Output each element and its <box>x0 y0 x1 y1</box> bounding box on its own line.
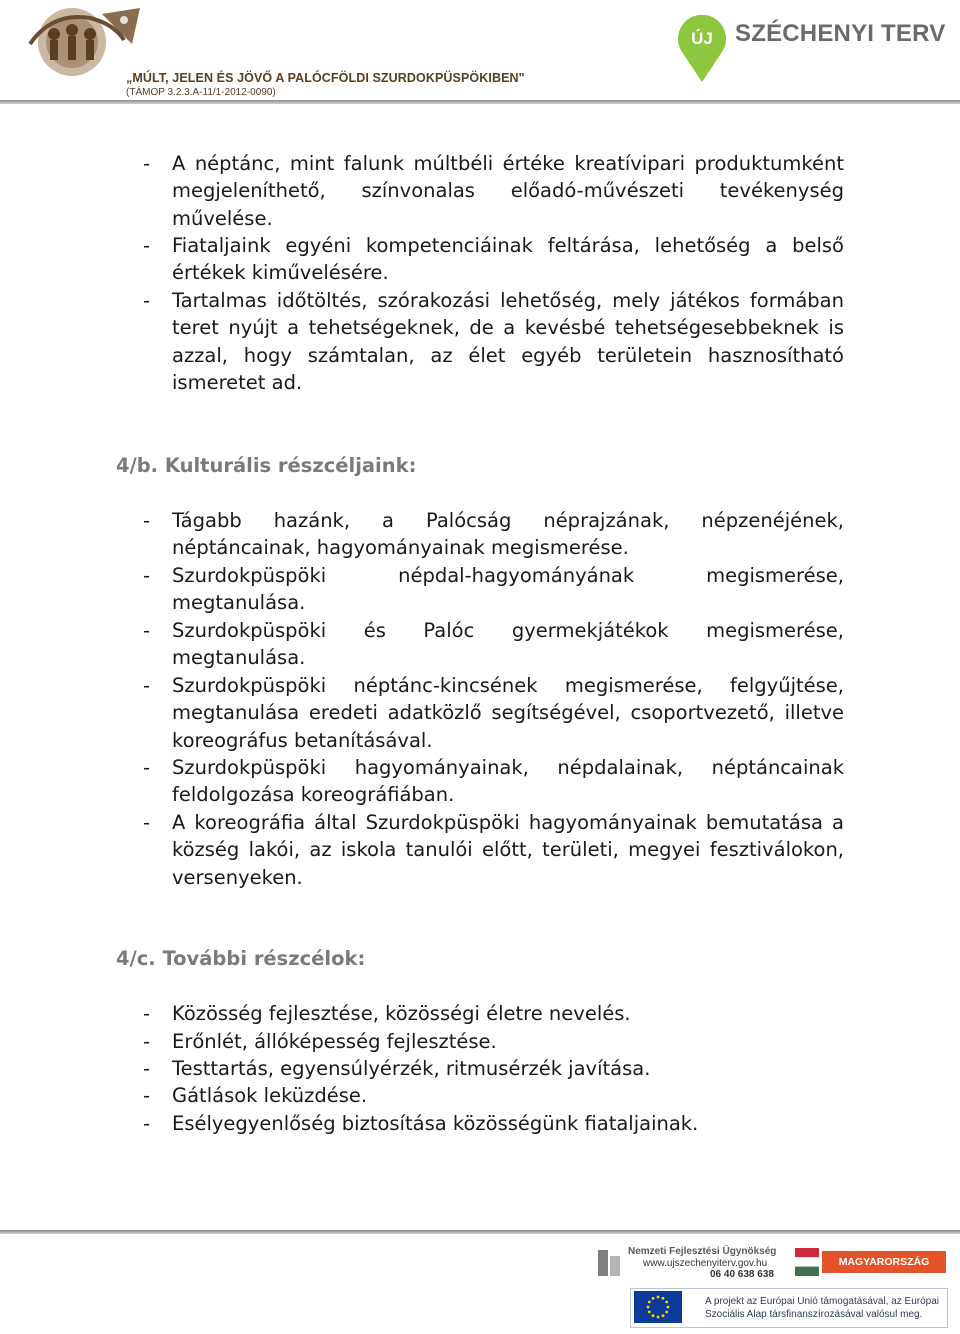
project-title: „MÚLT, JELEN ÉS JÖVŐ A PALÓCFÖLDI SZURDOKPÜSPÖKIBEN" <box>126 71 525 85</box>
list-item: Szurdokpüspöki népdal-hagyományának megismerése, megtanulása. <box>172 564 844 615</box>
list-item: Szurdokpüspöki hagyományainak, népdalainak, néptáncainak feldolgozása koreográfiában. <box>172 756 844 807</box>
page-header <box>0 0 960 104</box>
section-heading: 4/c. További részcélok: <box>116 947 366 970</box>
list-bullet: - <box>143 509 151 532</box>
eu-support-text: A projekt az Európai Unió támogatásával, az Európai Szociális Alap társfinanszírozásával valósul meg. <box>705 1296 940 1320</box>
list-bullet: - <box>143 289 151 312</box>
list-bullet: - <box>143 1030 151 1053</box>
footer-divider <box>0 1230 960 1234</box>
list-bullet: - <box>143 1057 151 1080</box>
szechenyi-pin-icon <box>676 8 728 84</box>
nfu-logo-icon <box>596 1248 622 1278</box>
list-item: Közösség fejlesztése, közösségi életre nevelés. <box>172 1002 631 1025</box>
list-item: Szurdokpüspöki és Palóc gyermekjátékok megismerése, megtanulása. <box>172 619 844 670</box>
list-item: Tartalmas időtöltés, szórakozási lehetőség, mely játékos formában teret nyújt a tehetségeknek, de a kevésbé tehetségesebbeknek is azzal, hogy számtalan, az élet egyéb területein hasznosítható ismeretet ad. <box>172 289 844 395</box>
list-bullet: - <box>143 674 151 697</box>
list-bullet: - <box>143 1084 151 1107</box>
project-code: (TÁMOP 3.2.3.A-11/1-2012-0090) <box>126 87 276 98</box>
list-item: Gátlások leküzdése. <box>172 1084 368 1107</box>
hungarian-flag-icon <box>795 1248 819 1276</box>
list-item: Szurdokpüspöki néptánc-kincsének megismerése, felgyűjtése, megtanulása eredeti adatközlő segítségével, csoportvezető, illetve koreográfus betanításával. <box>172 674 844 752</box>
list-bullet: - <box>143 756 151 779</box>
agency-website[interactable]: www.ujszechenyiterv.gov.hu <box>643 1258 768 1269</box>
magyarorszag-megujul-badge: MAGYARORSZÁG MEGÚJUL <box>822 1251 946 1273</box>
list-bullet: - <box>143 234 151 257</box>
list-bullet: - <box>143 1002 151 1025</box>
list-item: Tágabb hazánk, a Palócság néprajzának, népzenéjének, néptáncainak, hagyományainak megismerése. <box>172 509 844 560</box>
pin-label: ÚJ <box>691 29 713 48</box>
list-bullet: - <box>143 152 151 175</box>
list-bullet: - <box>143 1112 151 1135</box>
list-item: Testtartás, egyensúlyérzék, ritmusérzék javítása. <box>172 1057 651 1080</box>
list-item: A koreográfia által Szurdokpüspöki hagyományainak bemutatása a község lakói, az iskola tanulói előtt, területi, megyei fesztiválokon, versenyeken. <box>172 811 844 889</box>
eu-flag-icon <box>634 1291 682 1323</box>
agency-phone: 06 40 638 638 <box>710 1269 774 1280</box>
header-divider <box>0 100 960 104</box>
section-heading: 4/b. Kulturális részcéljaink: <box>116 454 417 477</box>
szechenyi-program-title: SZÉCHENYI TERV <box>735 20 946 47</box>
list-item: Erőnlét, állóképesség fejlesztése. <box>172 1030 497 1053</box>
list-bullet: - <box>143 564 151 587</box>
list-bullet: - <box>143 619 151 642</box>
list-item: Esélyegyenlőség biztosítása közösségünk fiataljainak. <box>172 1112 699 1135</box>
agency-name: Nemzeti Fejlesztési Ügynökség <box>628 1246 777 1257</box>
list-bullet: - <box>143 811 151 834</box>
list-item: A néptánc, mint falunk múltbéli értéke kreatívipari produktumként megjeleníthető, színvonalas előadó-művészeti tevékenység művelése. <box>172 152 844 230</box>
list-item: Fiataljaink egyéni kompetenciáinak feltárása, lehetőség a belső értékek kiművelésére. <box>172 234 844 285</box>
